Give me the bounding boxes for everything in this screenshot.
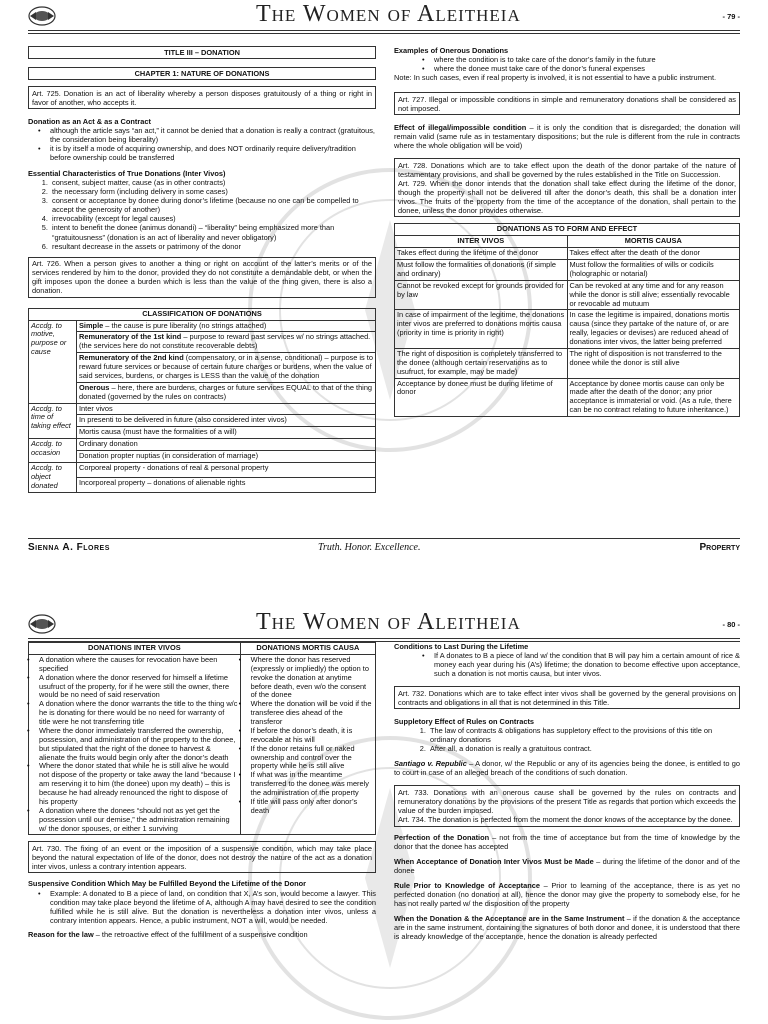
list-item: • A donation where the donor warrants the title to the thing w/c he is donating for there would be no need for warranty of title were he not transferring title (39, 700, 238, 727)
table-cell: Acceptance by donee mortis cause can only be made after the death of the donor; any prior acceptance is immaterial or void. (As a rule, there can be no contract relating to future inheritance.) (567, 378, 740, 417)
table-cell: Mortis causa (must have the formalities of a will) (77, 427, 376, 439)
list-item: 4. irrevocability (except for legal causes) (50, 214, 376, 223)
list-item: • Where the donor stated that while he is still alive he would not dispose of the property or take away the land “because I am reserving it to him (the donee) upon my death) – this is because he had already renounced the right to dispose of his property (39, 762, 238, 806)
art-725: Art. 725. Donation is an act of liberality whereby a person disposes gratuitously of a thing or right in favor of another, who accepts it. (28, 86, 376, 109)
effect-paragraph (394, 123, 740, 150)
inter-vivos-cell (29, 654, 241, 835)
art-733-734-box (394, 785, 740, 826)
list-item: 2. the necessary form (including delivery in some cases) (50, 187, 376, 196)
rem1-desc: – purpose to reward past services w/ no strings attached. (the services here do not constitute recoverable debts) (79, 332, 371, 351)
page-number: - 80 - (722, 620, 740, 629)
table-cell (77, 353, 376, 383)
table-cell: In case the legitime is impaired, donations mortis causa (since they partake of the nature of, or are really, legacies or devises) are reduced ahead of donations inter vivos, the latter being preferred (567, 310, 740, 349)
label-occasion: Accdg. to occasion (29, 439, 77, 463)
list-item: • A donation where the donor reserved for himself a lifetime usufruct of the property, for if he were still the owner, there would be no need of said reservation (39, 674, 238, 701)
right-column (394, 642, 740, 941)
santiago-desc: – A donor, w/ the Republic or any of its agencies being the donee, is entitled to go to court in case of an alleged breach of the conditions of such donation. (394, 759, 741, 778)
table-cell: The right of disposition is completely transferred to the donee (although certain reservations as to usufruct, for example, may be made) (395, 348, 568, 378)
perfection-desc: – not from the time of acceptance but from the time of knowledge by the donor that the donee has accepted (394, 832, 740, 851)
table-row (395, 248, 740, 260)
rem2-desc: (compensatory, or in a sense, conditional) – purpose is to reward future services or because of certain future charges or burdens, when the value of said services, burdens, or charges is LESS than the value of the donation (79, 353, 373, 380)
list-item: • If the donor retains full or naked ownership and control over the property while he is still alive (251, 745, 373, 772)
right-column (394, 46, 740, 417)
mortis-causa-cell (240, 654, 375, 835)
page-80 (0, 608, 768, 1024)
same-instrument-term: When the Donation & the Acceptance are in the Same Instrument (394, 913, 625, 923)
suppletory-heading: Suppletory Effect of Rules on Contracts (394, 717, 535, 727)
table-row (395, 310, 740, 349)
onerous-examples-heading: Examples of Onerous Donations (394, 46, 509, 55)
label-motive: Accdg. to motive, purpose or cause (29, 320, 77, 403)
art-728: Art. 728. Donations which are to take effect upon the death of the donor partake of the nature of testamentary provisions, and shall be governed by the rules established in the Title on Succession. (398, 160, 736, 179)
same-instrument-paragraph (394, 914, 740, 941)
rule-term: Rule Prior to Knowledge of Acceptance (394, 880, 540, 890)
simple-desc: – the cause is pure liberality (no strings attached) (103, 320, 267, 330)
art-726: Art. 726. When a person gives to another a thing or right on account of the latter’s merits or of the services rendered by him to the donor, provided they do not constitute a demandable debt, or when the gift imposes upon the donee a burden which is less than the value of the thing given, there is also a donation. (28, 257, 376, 298)
header-rule (28, 30, 740, 31)
header-rule (28, 638, 740, 639)
simple-term: Simple (79, 320, 104, 330)
list-item: • where the donee must take care of the donor’s funeral expenses (434, 64, 740, 73)
list-item: • If title will pass only after donor’s death (251, 798, 373, 816)
header-rule-thin (28, 33, 740, 34)
list-item: • If before the donor’s death, it is revocable at his will (251, 727, 373, 745)
onerous-examples-list (394, 55, 740, 73)
motto: Truth. Honor. Excellence. (318, 542, 421, 553)
rem1-term: Remuneratory of the 1st kind (79, 332, 182, 342)
list-item: 5. intent to benefit the donee (animus donandi) – “liberality” being emphasized more than “gratuitousness” (donation is an act of liberality and never obligatory) (50, 223, 376, 241)
label-object: Accdg. to object donated (29, 462, 77, 492)
author-name: Sienna A. Flores (28, 542, 110, 553)
when-term: When Acceptance of Donation Inter Vivos Must be Made (394, 856, 594, 866)
art-734: Art. 734. The donation is perfected from the moment the donor knows of the acceptance by the donee. (398, 814, 733, 824)
list-item: 6. resultant decrease in the assets or patrimony of the donor (50, 242, 376, 251)
aleitheia-logo-icon (28, 610, 56, 638)
col-mortis-causa: MORTIS CAUSA (567, 236, 740, 248)
effect-term: Effect of illegal/impossible condition (394, 123, 527, 133)
table-cell: Corporeal property - donations of real & personal property (77, 462, 376, 477)
table-cell: Must follow the formalities of wills or codicils (holographic or notarial) (567, 260, 740, 281)
col-inter-vivos: DONATIONS INTER VIVOS (29, 643, 241, 655)
list-item: 1. consent, subject matter, cause (as in other contracts) (50, 178, 376, 187)
label-time: Accdg. to time of taking effect (29, 403, 77, 439)
onerous-desc: – here, there are burdens, charges or future services EQUAL to that of the thing donated (governed by the rules on contracts) (79, 382, 373, 401)
list-item: • where the condition is to take care of the donor’s family in the future (434, 55, 740, 64)
art-730: Art. 730. The fixing of an event or the imposition of a suspensive condition, which may take place beyond the natural expectation of life of the donor, does not destroy the nature of the act as a donation inter vivos, unless a contrary intention appears. (28, 841, 376, 873)
act-contract-list (28, 126, 376, 162)
form-effect-title: DONATIONS AS TO FORM AND EFFECT (395, 224, 740, 236)
table-cell (77, 320, 376, 332)
aleitheia-logo-icon (28, 2, 56, 30)
form-effect-table (394, 223, 740, 417)
reason-paragraph (28, 930, 376, 939)
table-cell: Incorporeal property – donations of alienable rights (77, 477, 376, 492)
when-paragraph (394, 857, 740, 875)
conditions-list (394, 651, 740, 678)
santiago-paragraph (394, 759, 740, 777)
list-item: • Where the donor immediately transferred the ownership, possession, and administration of the property to the donee, but stipulated that the right of the donee to harvest & alienate the fruits would begin only after the donor’s death (39, 727, 238, 763)
art-728-729-box (394, 158, 740, 217)
suppletory-list (394, 726, 740, 753)
list-item: 2. After all, a donation is really a gratuitous contract. (428, 744, 740, 753)
left-column (28, 46, 376, 493)
table-cell: Takes effect during the lifetime of the donor (395, 248, 568, 260)
table-cell: Cannot be revoked except for grounds provided for by law (395, 280, 568, 310)
classification-table (28, 308, 376, 493)
table-cell: Inter vivos (77, 403, 376, 415)
table-cell (77, 382, 376, 403)
brand-title: The Women of Aleitheia (256, 609, 521, 635)
art-727: Art. 727. Illegal or impossible conditions in simple and remuneratory donations shall be considered as not imposed. (394, 92, 740, 115)
effect-desc: – it is only the condition that is disregarded; the donation will remain valid (same rule as in testamentary dispositions; but the rule is different from the rule in contracts where the whole obligation will be void) (394, 123, 741, 151)
essential-list (28, 178, 376, 250)
act-contract-heading: Donation as an Act & as a Contract (28, 117, 151, 127)
col-inter-vivos: INTER VIVOS (395, 236, 568, 248)
table-cell: The right of disposition is not transferred to the donee while the donor is still alive (567, 348, 740, 378)
list-item: 3. consent or acceptance by donee during donor’s lifetime (because no one can be compelled to accept the generosity of another) (50, 196, 376, 214)
table-cell: Acceptance by donee must be during lifetime of donor (395, 378, 568, 417)
list-item: • Where the donation will be void if the transferee dies ahead of the transferor (251, 700, 373, 727)
essential-heading: Essential Characteristics of True Donations (Inter Vivos) (28, 169, 226, 179)
page-footer (28, 542, 740, 558)
table-cell: In case of impairment of the legitime, the donations inter vivos are preferred to donations mortis causa (priority in time is priority in right) (395, 310, 568, 349)
table-row (395, 280, 740, 310)
inter-vivos-mortis-causa-table (28, 642, 376, 835)
reason-desc: – the retroactive effect of the fulfillment of a suspensive condition (93, 929, 308, 939)
art-732: Art. 732. Donations which are to take effect inter vivos shall be governed by the general provisions on contracts and obligations in all that is not determined in this Title. (394, 686, 740, 709)
table-cell: Must follow the formalities of donations (if simple and ordinary) (395, 260, 568, 281)
list-item: • although the article says “an act,” it cannot be denied that a donation is really a contract (gratuitous, the consideration being liberality) (50, 126, 376, 144)
table-cell: Takes effect after the death of the donor (567, 248, 740, 260)
list-item: • A donation where the causes for revocation have been specified (39, 656, 238, 674)
left-column (28, 642, 376, 939)
table-cell: Donation propter nuptias (in consideration of marriage) (77, 451, 376, 463)
list-item: 1. The law of contracts & obligations has suppletory effect to the provisions of this title on ordinary donations (428, 726, 740, 744)
table-row (395, 348, 740, 378)
table-row (395, 260, 740, 281)
classification-title: CLASSIFICATION OF DONATIONS (29, 308, 376, 320)
table-cell: In presenti to be delivered in future (also considered inter vivos) (77, 415, 376, 427)
rule-desc: – Prior to learning of the acceptance, there is as yet no perfected donation (no donation at all), hence the donor may give the property to somebody else, for he has not really parted w/ the disposition of the property (394, 880, 740, 908)
page-number: - 79 - (722, 12, 740, 21)
list-item: • it is by itself a mode of acquiring ownership, and does NOT ordinarily require delivery/tradition before ownership could be transferred (50, 144, 376, 162)
table-cell: Can be revoked at any time and for any reason while the donor is still alive; essentially revocable or revocable ad mutuum (567, 280, 740, 310)
list-item: • Where the donor has reserved (expressly or impliedly) the option to revoke the donation at anytime before death, even w/o the consent of the donee (251, 656, 373, 700)
suspensive-list (28, 889, 376, 925)
table-row (395, 378, 740, 417)
santiago-case: Santiago v. Republic (394, 759, 467, 769)
onerous-note: Note: In such cases, even if real property is involved, it is not essential to have a public instrument. (394, 73, 717, 83)
suspensive-heading: Suspensive Condition Which May be Fulfilled Beyond the Lifetime of the Donor (28, 879, 306, 889)
perfection-term: Perfection of the Donation (394, 832, 490, 842)
footer-rule (28, 538, 740, 539)
chapter-1: CHAPTER 1: NATURE OF DONATIONS (28, 67, 376, 80)
same-instrument-desc: – if the donation & the acceptance are in the same instrument, containing the signatures of both donor and donee, it is understood that there is already knowledge of the acceptance, hence the donation is already perfected (394, 913, 740, 941)
brand-title: The Women of Aleitheia (256, 1, 521, 27)
page-header (0, 0, 768, 42)
reason-term: Reason for the law (28, 929, 94, 939)
list-item: • If what was in the meantime transferred to the donee was merely the administration of the property (251, 771, 373, 798)
list-item: • Example: A donated to B a piece of land, on condition that X, A’s son, would become a lawyer. This condition may take place beyond the lifetime of A, although A may have desired to see the condition fulfilled while he is still alive. But the donation is nevertheless a donation inter vivos, unless a contrary intention appears. Hence, a public instrument, NOT a will, would be needed. (50, 889, 376, 925)
subject-name: Property (699, 542, 740, 553)
conditions-heading: Conditions to Last During the Lifetime (394, 642, 529, 651)
title-iii: TITLE III – DONATION (28, 46, 376, 59)
table-cell (77, 332, 376, 353)
art-729: Art. 729. When the donor intends that the donation shall take effect during the lifetime of the donor, though the property shall not be delivered till after the donor’s death, this shall be a donation inter vivos. The fruits of the property from the time of the acceptance of the donation, shall pertain to the donee, unless the donor provides otherwise. (398, 178, 736, 215)
when-desc: – during the lifetime of the donor and of the donee (394, 856, 740, 875)
onerous-term: Onerous (79, 382, 110, 392)
list-item: • If A donates to B a piece of land w/ the condition that B will pay him a certain amount of rice & money each year during his (A’s) lifetime; the donation to become effective upon acceptance, such a donation is not mortis causa, but inter vivos. (434, 651, 740, 678)
art-733: Art. 733. Donations with an onerous cause shall be governed by the rules on contracts and remuneratory donations by the provisions of the present Title as regards that portion which exceeds the value of the burden imposed. (398, 787, 736, 815)
col-mortis-causa: DONATIONS MORTIS CAUSA (240, 643, 375, 655)
list-item: • A donation where the donees “should not as yet get the possession until our demise,” the administration remaining w/ the donor spouses, or either 1 surviving (39, 807, 238, 834)
perfection-paragraph (394, 833, 740, 851)
table-cell: Ordinary donation (77, 439, 376, 451)
rem2-term: Remuneratory of the 2nd kind (79, 353, 184, 363)
rule-paragraph (394, 881, 740, 908)
